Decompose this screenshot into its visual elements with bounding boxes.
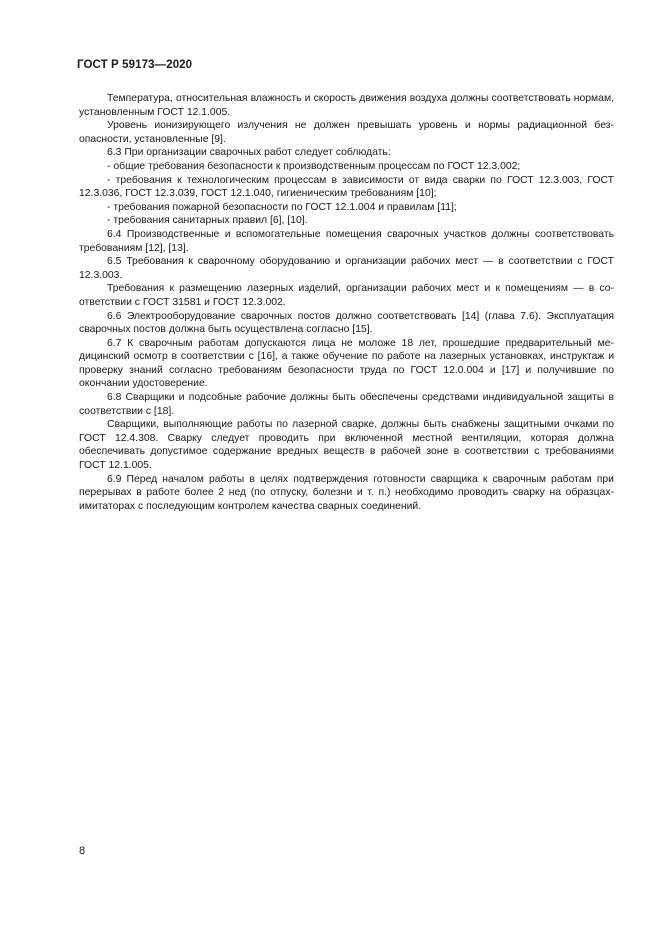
paragraph: 6.8 Сварщики и подсобные рабочие должны быть обеспечены средствами индивидуальной защиты в соответствии с [18]. (79, 392, 614, 417)
paragraph: 6.6 Электрооборудование сварочных постов должно соответствовать [14] (глава 7.6). Эксплуатация сварочных постов должна быть осуществлена согласно [15]. (79, 310, 614, 336)
paragraph: 6.4 Производственные и вспомогательные помещения сварочных участков должны соответствовать требованиям [12], [13]. (79, 228, 614, 254)
paragraph: 6.3 При организации сварочных работ следует соблюдать: (107, 147, 391, 159)
paragraph: 6.9 Перед началом работы в целях подтверждения готовности сварщика к сварочным работам при перерывах в работе более 2 нед (по отпуску, болезни и т. п.) необходимо проводить сварку на образцах-имитаторах с последующим контролем качества сварных соединений. (79, 473, 614, 512)
paragraph: 6.7 К сварочным работам допускаются лица не моложе 18 лет, прошедшие предварительный медицинский осмотр в соответствии с [16], а также обучение по работе на лазерных установках, инструктаж и проверку знаний согласно требованиям безопасности труда по ГОСТ 12.0.004 и [17] и получившие по окончании удостоверение. (79, 337, 614, 390)
list-item: - общие требования безопасности к производственным процессам по ГОСТ 12.3.002; (107, 160, 521, 172)
document-body (79, 92, 614, 513)
paragraph: Сварщики, выполняющие работы по лазерной сварке, должны быть снабжены защитными очками по ГОСТ 12.4.308. Сварку следует проводить при включенной местной вентиляции, которая должна обеспечивать допустимое содержание вредных веществ в рабочей зоне в соответствии с требованиями ГОСТ 12.1.005. (79, 419, 614, 472)
paragraph: 6.5 Требования к сварочному оборудованию и организации рабочих мест — в соответствии с ГОСТ 12.3.003. (79, 256, 614, 281)
paragraph: Требования к размещению лазерных изделий, организации рабочих мест и к помещениям — в соответствии с ГОСТ 31581 и ГОСТ 12.3.002. (79, 283, 614, 308)
paragraph: Уровень ионизирующего излучения не должен превышать уровень и нормы радиационной безопасности, установленные [9]. (79, 120, 614, 145)
list-item: - требования санитарных правил [6], [10]. (107, 215, 308, 227)
paragraph: Температура, относительная влажность и скорость движения воздуха должны соответствовать нормам, установленным ГОСТ 12.1.005. (79, 93, 614, 118)
list-item: - требования пожарной безопасности по ГОСТ 12.1.004 и правилам [11]; (107, 201, 457, 213)
page-number: 8 (79, 845, 86, 857)
list-item: - требования к технологическим процессам в зависимости от вида сварки по ГОСТ 12.3.003, ГОСТ 12.3.036, ГОСТ 12.3.039, ГОСТ 12.1.040, гигиеническим требованиям [10]; (79, 174, 614, 200)
document-header-title: ГОСТ Р 59173—2020 (77, 59, 193, 71)
